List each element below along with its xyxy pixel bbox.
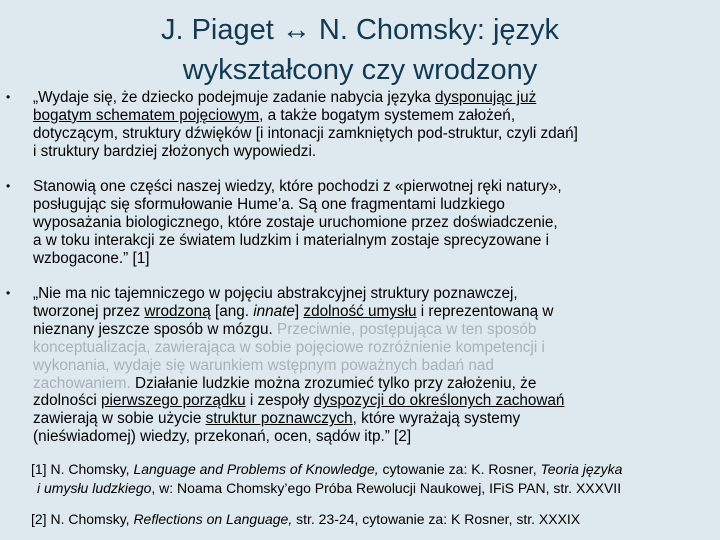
underlined-text: dysponując już xyxy=(435,89,537,106)
bullet-text-line xyxy=(33,214,558,232)
text-run: cytowanie za: K. Rosner, xyxy=(378,461,541,477)
underlined-text: pierwszego porządku xyxy=(101,392,246,410)
gray-text: zachowaniem. xyxy=(33,374,131,392)
text-run: dotyczącym, struktury dźwięków [i intonacji zamkniętych pod-struktur, czyli zdań] xyxy=(33,124,578,142)
slide-title-line-2: wykształcony czy wrodzony xyxy=(182,54,538,86)
text-run: i zespoły xyxy=(245,392,314,410)
bullet-text-line xyxy=(33,375,536,393)
underlined-text: struktur poznawczych xyxy=(205,410,353,428)
underlined-text: zdolność umysłu xyxy=(303,302,417,320)
slide-title-line-1: J. Piaget ↔ N. Chomsky: język xyxy=(160,14,560,46)
italic-text: Language and Problems of Knowledge, xyxy=(133,461,379,477)
bullet-text-line xyxy=(33,250,150,268)
slide-title xyxy=(0,10,720,90)
bullet-text-line xyxy=(33,321,536,339)
text-run: „Nie ma nic tajemniczego w pojęciu abstrakcyjnej struktury poznawczej, xyxy=(33,285,518,302)
text-run: [1] N. Chomsky, xyxy=(31,461,134,477)
bullet-text-line xyxy=(33,232,549,250)
text-run: nieznany jeszcze sposób w mózgu. xyxy=(33,320,278,338)
bullet-text-line xyxy=(33,357,494,375)
footnote-line xyxy=(31,460,622,478)
bullet-text-line xyxy=(33,143,316,161)
text-run: , które wyrażają systemy xyxy=(352,410,521,428)
text-run: wyposażania biologicznego, które zostaje uruchomione przez doświadczenie, xyxy=(33,213,558,231)
text-run: i struktury bardziej złożonych wypowiedzi. xyxy=(33,142,317,160)
text-run: [2] N. Chomsky, xyxy=(31,511,134,527)
gray-text: Przeciwnie, postępująca w ten sposób xyxy=(277,320,537,338)
text-run: (nieświadomej) wiedzy, przekonań, ocen, sądów itp.” [2] xyxy=(33,428,412,446)
text-run: , a także bogatym systemem założeń, xyxy=(259,106,516,124)
text-run: Działanie ludzkie można zrozumieć tylko przy założeniu, że xyxy=(130,374,537,392)
text-run: ] xyxy=(294,302,304,320)
text-run: i reprezentowaną w xyxy=(416,302,554,320)
text-run: zawierają w sobie użycie xyxy=(33,410,206,428)
bullet-text-line xyxy=(33,303,553,321)
bullet-marker: • xyxy=(6,179,11,193)
bullet-text-line xyxy=(33,125,578,143)
text-run: a w toku interakcji ze światem ludzkim i materialnym zostaje sprecyzowane i xyxy=(33,231,550,249)
bullet-text-line xyxy=(33,410,520,428)
bullet-text-line xyxy=(33,107,515,125)
text-run: zdolności xyxy=(33,392,102,410)
bullet-text-line xyxy=(33,339,545,357)
text-run: wzbogacone.” [1] xyxy=(33,249,150,267)
underlined-text: dyspozycji do określonych zachowań xyxy=(313,392,565,410)
bullet-text-line xyxy=(33,178,562,196)
bullet-text-line xyxy=(33,89,536,107)
bullet-text-line xyxy=(33,392,564,410)
bullet-marker: • xyxy=(6,286,11,300)
text-run: „Wydaje się, że dziecko podejmuje zadanie nabycia języka xyxy=(33,89,436,106)
underlined-text: wrodzoną xyxy=(144,302,211,320)
text-run: Stanowią one części naszej wiedzy, które pochodzi z «pierwotnej ręki natury», xyxy=(33,178,562,195)
footnote-line xyxy=(37,479,621,497)
text-run: str. 23-24, cytowanie za: K Rosner, str. XXXIX xyxy=(292,511,581,527)
gray-text: wykonania, wydaje się warunkiem wstępnym poważnych badań nad xyxy=(33,356,494,374)
italic-text: Teoria języka xyxy=(540,461,623,477)
italic-text: Reflections on Language, xyxy=(133,511,293,527)
underlined-text: bogatym schematem pojęciowym xyxy=(33,106,260,124)
italic-text: i umysłu ludzkiego xyxy=(37,480,152,496)
bullet-text-line xyxy=(33,196,505,214)
footnote-line xyxy=(31,510,580,528)
bullet-text-line xyxy=(33,428,411,446)
text-run: [ang. xyxy=(210,302,254,320)
italic-text: innate xyxy=(253,302,295,320)
text-run: , w: Noama Chomsky’ego Próba Rewolucji Naukowej, IFiS PAN, str. XXXVII xyxy=(151,480,622,496)
bullet-marker: • xyxy=(6,90,11,104)
gray-text: konceptualizacja, zawierająca w sobie pojęciowe rozróżnienie kompetencji i xyxy=(33,338,545,356)
text-run: tworzonej przez xyxy=(33,302,145,320)
text-run: posługując się sformułowanie Hume’a. Są one fragmentami ludzkiego xyxy=(33,195,505,213)
bullet-text-line xyxy=(33,285,518,303)
